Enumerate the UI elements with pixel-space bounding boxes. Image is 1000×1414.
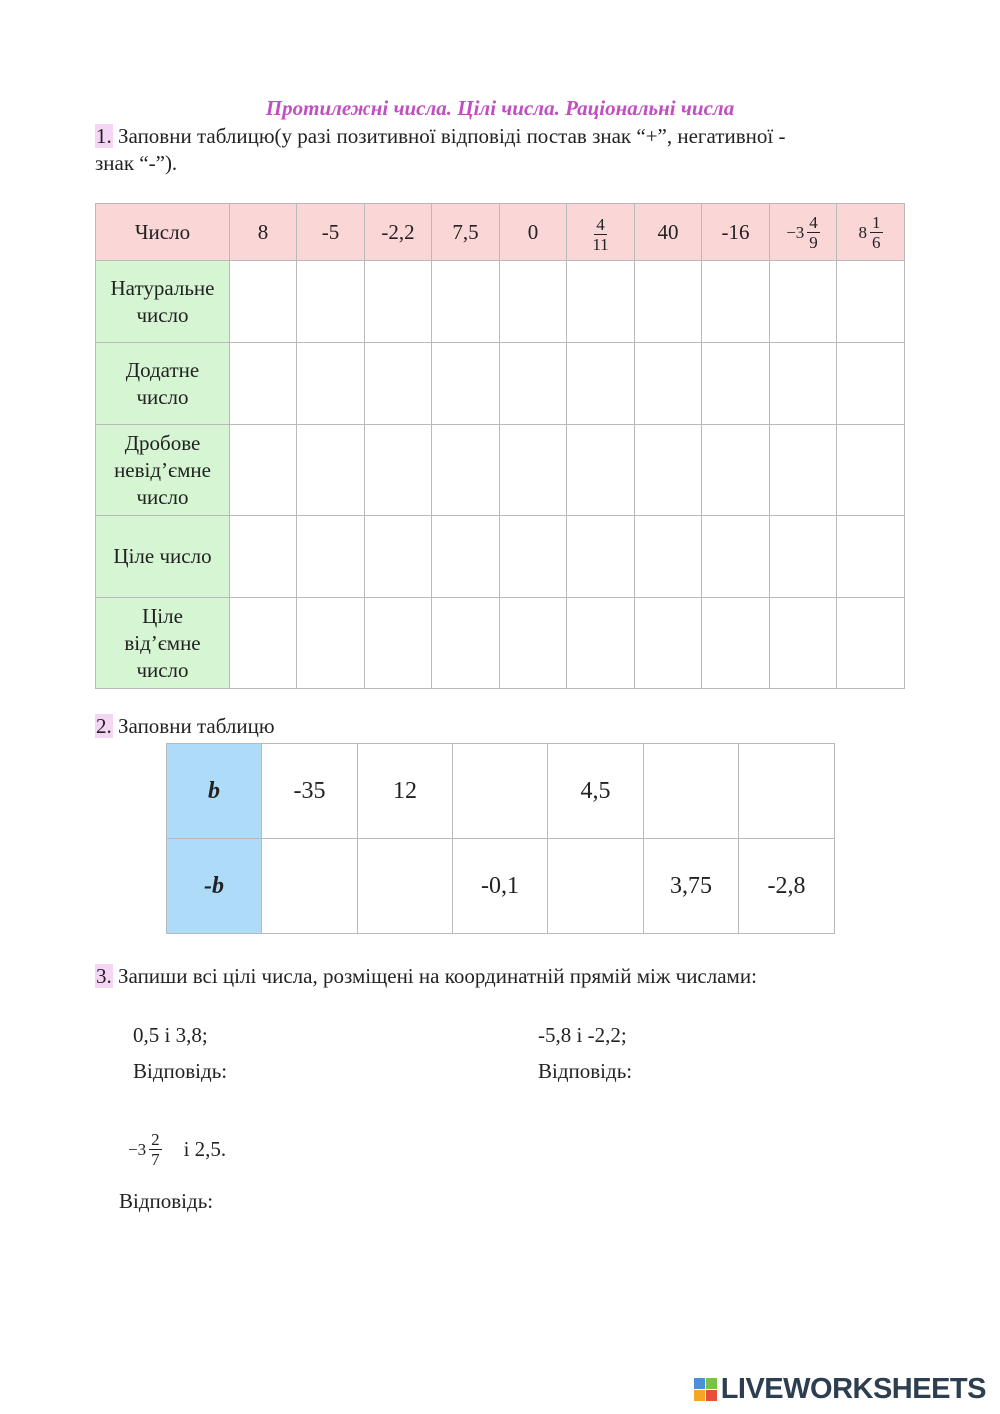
answer-cell[interactable] xyxy=(230,343,297,425)
task3-item1: 0,5 і 3,8; xyxy=(133,1023,208,1047)
value-cell: -0,1 xyxy=(453,839,548,934)
logo-square xyxy=(706,1378,717,1389)
answer-cell[interactable] xyxy=(644,744,739,839)
logo-text: LIVEWORKSHEETS xyxy=(720,1373,986,1405)
answer-cell[interactable] xyxy=(635,516,702,598)
answer-label: Відповідь: xyxy=(119,1189,214,1213)
task2-number: 2. xyxy=(96,714,112,738)
value-cell: 12 xyxy=(358,744,453,839)
answer-cell[interactable] xyxy=(230,261,297,343)
mixed-fraction: −3 $\frac{2}{7}$ xyxy=(128,1130,160,1169)
answer-cell[interactable] xyxy=(297,516,365,598)
page-title: Протилежні числа. Цілі числа. Раціональні числа xyxy=(265,96,735,120)
b-row xyxy=(167,744,835,839)
answer-cell[interactable] xyxy=(770,598,837,689)
task3-item2: -5,8 і -2,2; xyxy=(538,1023,627,1047)
fraction: 8 $\frac{1}{6}$ xyxy=(858,212,881,252)
answer-cell[interactable] xyxy=(770,343,837,425)
header-number: -5 xyxy=(297,204,365,261)
table-row xyxy=(96,598,905,689)
classification-table xyxy=(95,203,905,689)
answer-cell[interactable] xyxy=(770,425,837,516)
answer-cell[interactable] xyxy=(500,598,567,689)
answer-cell[interactable] xyxy=(230,425,297,516)
header-number xyxy=(567,204,635,261)
answer-cell[interactable] xyxy=(702,343,770,425)
row-label: Натуральне число xyxy=(96,261,230,343)
answer-cell[interactable] xyxy=(365,261,432,343)
answer-cell[interactable] xyxy=(635,343,702,425)
logo-square xyxy=(694,1378,705,1389)
answer-cell[interactable] xyxy=(297,425,365,516)
task3-text: Запиши всі цілі числа, розміщені на координатній прямій між числами: xyxy=(112,964,757,988)
value-cell: -35 xyxy=(262,744,358,839)
answer-cell[interactable] xyxy=(635,425,702,516)
fraction: $\frac{4}{11}$ xyxy=(592,215,609,254)
answer-cell[interactable] xyxy=(567,261,635,343)
value-cell: 4,5 xyxy=(548,744,644,839)
answer-cell[interactable] xyxy=(500,261,567,343)
task2-text: Заповни таблицю xyxy=(112,714,275,738)
row-label: Дробове невід’ємне число xyxy=(96,425,230,516)
header-number xyxy=(770,204,837,261)
header-number: -16 xyxy=(702,204,770,261)
answer-cell[interactable] xyxy=(635,261,702,343)
header-number: 7,5 xyxy=(432,204,500,261)
answer-cell[interactable] xyxy=(567,343,635,425)
answer-cell[interactable] xyxy=(567,425,635,516)
header-label: Число xyxy=(96,204,230,261)
row-label: Додатне число xyxy=(96,343,230,425)
answer-cell[interactable] xyxy=(432,343,500,425)
answer-cell[interactable] xyxy=(770,516,837,598)
row-label: Ціле від’ємне число xyxy=(96,598,230,689)
header-number: 0 xyxy=(500,204,567,261)
answer-cell[interactable] xyxy=(297,261,365,343)
answer-cell[interactable] xyxy=(567,598,635,689)
answer-cell[interactable] xyxy=(230,516,297,598)
answer-label: Відповідь: xyxy=(133,1059,228,1083)
task3-item3 xyxy=(128,1130,226,1169)
answer-cell[interactable] xyxy=(635,598,702,689)
answer-cell[interactable] xyxy=(702,261,770,343)
answer-cell[interactable] xyxy=(837,598,905,689)
answer-cell[interactable] xyxy=(262,839,358,934)
answer-cell[interactable] xyxy=(702,598,770,689)
task3-answer2[interactable] xyxy=(538,1058,632,1085)
answer-cell[interactable] xyxy=(837,343,905,425)
header-number xyxy=(837,204,905,261)
answer-cell[interactable] xyxy=(837,261,905,343)
header-number: -2,2 xyxy=(365,204,432,261)
neg-b-row xyxy=(167,839,835,934)
table-row xyxy=(96,516,905,598)
table-row xyxy=(96,261,905,343)
row-label: b xyxy=(167,744,262,839)
answer-cell[interactable] xyxy=(432,261,500,343)
answer-cell[interactable] xyxy=(365,598,432,689)
answer-cell[interactable] xyxy=(739,744,835,839)
opposite-numbers-table xyxy=(166,743,835,934)
answer-cell[interactable] xyxy=(500,343,567,425)
task1-number: 1. xyxy=(96,124,112,148)
header-row xyxy=(96,204,905,261)
task3-answer1[interactable] xyxy=(133,1058,227,1085)
answer-cell[interactable] xyxy=(837,516,905,598)
liveworksheets-logo xyxy=(694,1373,986,1406)
answer-cell[interactable] xyxy=(702,516,770,598)
answer-cell[interactable] xyxy=(365,516,432,598)
task3-answer3[interactable] xyxy=(119,1188,213,1215)
answer-cell[interactable] xyxy=(358,839,453,934)
task3-number: 3. xyxy=(96,964,112,988)
task3-item3-rest: і 2,5. xyxy=(183,1137,227,1161)
row-label: -b xyxy=(167,839,262,934)
task1-text-line2: знак “-”). xyxy=(95,151,178,175)
task1-instruction xyxy=(95,123,915,177)
answer-cell[interactable] xyxy=(297,598,365,689)
task2-instruction xyxy=(95,713,275,740)
answer-cell[interactable] xyxy=(365,425,432,516)
answer-cell[interactable] xyxy=(432,425,500,516)
row-label: Ціле число xyxy=(96,516,230,598)
answer-label: Відповідь: xyxy=(538,1059,633,1083)
answer-cell[interactable] xyxy=(702,425,770,516)
answer-cell[interactable] xyxy=(432,516,500,598)
logo-icon xyxy=(694,1378,717,1401)
answer-cell[interactable] xyxy=(770,261,837,343)
logo-square xyxy=(694,1390,705,1401)
answer-cell[interactable] xyxy=(500,516,567,598)
answer-cell[interactable] xyxy=(432,598,500,689)
header-number: 40 xyxy=(635,204,702,261)
answer-cell[interactable] xyxy=(365,343,432,425)
table-row xyxy=(96,425,905,516)
value-cell: 3,75 xyxy=(644,839,739,934)
answer-cell[interactable] xyxy=(500,425,567,516)
fraction: −3 $\frac{4}{9}$ xyxy=(786,212,818,252)
table-row xyxy=(96,343,905,425)
answer-cell[interactable] xyxy=(548,839,644,934)
answer-cell[interactable] xyxy=(230,598,297,689)
task1-text-line1: Заповни таблицю(у разі позитивної відповіді постав знак “+”, негативної - xyxy=(112,124,786,148)
logo-square xyxy=(706,1390,717,1401)
answer-cell[interactable] xyxy=(837,425,905,516)
answer-cell[interactable] xyxy=(453,744,548,839)
answer-cell[interactable] xyxy=(297,343,365,425)
header-number: 8 xyxy=(230,204,297,261)
value-cell: -2,8 xyxy=(739,839,835,934)
task3-instruction xyxy=(95,963,757,990)
answer-cell[interactable] xyxy=(567,516,635,598)
